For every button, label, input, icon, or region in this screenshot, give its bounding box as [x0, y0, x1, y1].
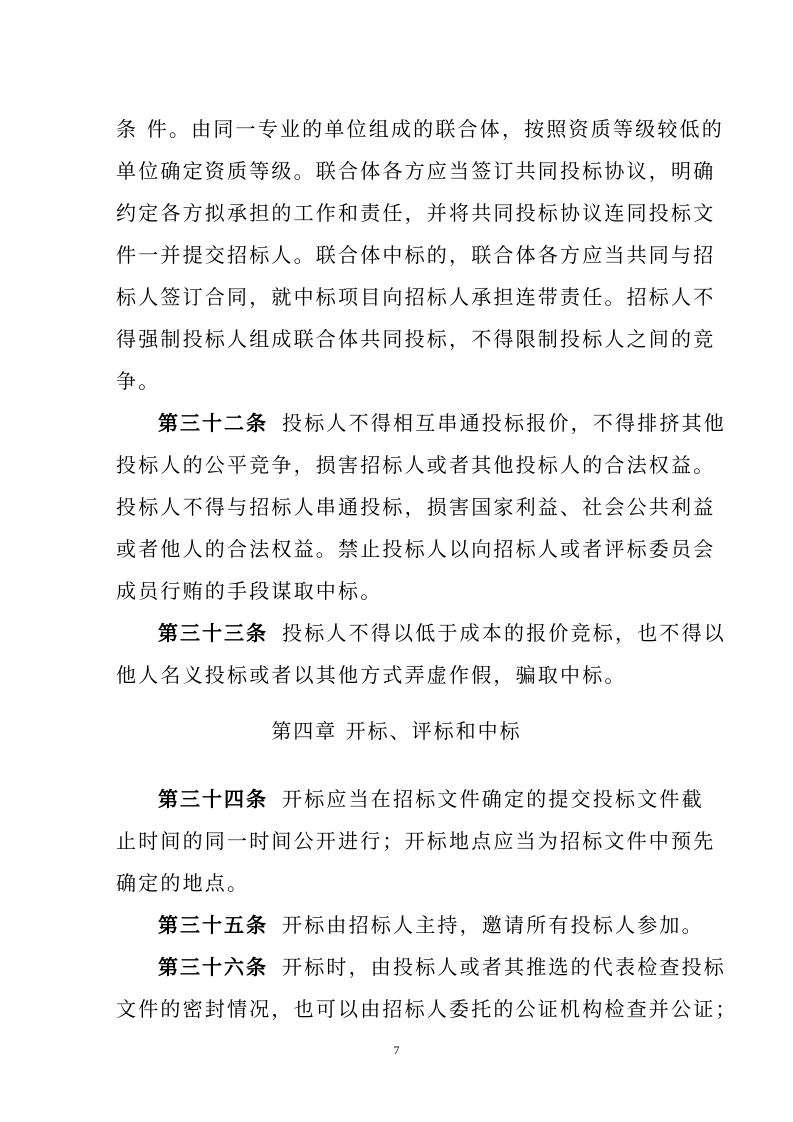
article-33-label: 第三十三条 — [158, 621, 268, 645]
body-line: 条 件。由同一专业的单位组成的联合体，按照资质等级较低的 — [116, 117, 724, 141]
article-32-text: 投标人不得相互串通投标报价，不得排挤其他 — [282, 411, 726, 435]
body-line: 争。 — [116, 369, 161, 393]
chapter-heading: 第四章 开标、评标和中标 — [271, 719, 522, 743]
body-line: 投标人不得与招标人串通投标，损害国家利益、社会公共利益 — [116, 495, 716, 519]
body-line: 止时间的同一时间公开进行；开标地点应当为招标文件中预先 — [116, 829, 716, 853]
article-34-first-line — [158, 787, 704, 811]
article-36-label: 第三十六条 — [158, 955, 268, 979]
body-line: 标人签订合同，就中标项目向招标人承担连带责任。招标人不 — [116, 285, 716, 309]
article-32-label: 第三十二条 — [158, 411, 268, 435]
body-line: 投标人的公平竞争，损害招标人或者其他投标人的合法权益。 — [116, 453, 716, 477]
body-line: 得强制投标人组成联合体共同投标，不得限制投标人之间的竞 — [116, 327, 716, 351]
article-34-text: 开标应当在招标文件确定的提交投标文件截 — [282, 787, 704, 811]
page-number: 7 — [393, 1043, 400, 1057]
article-32-first-line — [158, 411, 726, 435]
article-35-label: 第三十五条 — [158, 913, 268, 937]
body-line: 件一并提交招标人。联合体中标的，联合体各方应当共同与招 — [116, 243, 716, 267]
article-33-first-line — [158, 621, 726, 645]
article-36-text: 开标时，由投标人或者其推选的代表检查投标 — [282, 955, 726, 979]
body-line: 单位确定资质等级。联合体各方应当签订共同投标协议，明确 — [116, 159, 716, 183]
article-35-first-line — [158, 913, 704, 937]
article-33-text: 投标人不得以低于成本的报价竞标，也不得以 — [282, 621, 726, 645]
body-line: 文件的密封情况，也可以由招标人委托的公证机构检查并公证； — [116, 997, 738, 1021]
body-line: 成员行贿的手段谋取中标。 — [116, 579, 383, 603]
article-34-label: 第三十四条 — [158, 787, 268, 811]
article-35-text: 开标由招标人主持，邀请所有投标人参加。 — [282, 913, 704, 937]
body-line: 他人名义投标或者以其他方式弄虚作假，骗取中标。 — [116, 663, 627, 687]
body-line: 约定各方拟承担的工作和责任，并将共同投标协议连同投标文 — [116, 201, 716, 225]
body-line: 或者他人的合法权益。禁止投标人以向招标人或者评标委员会 — [116, 537, 716, 561]
article-36-first-line — [158, 955, 726, 979]
body-line: 确定的地点。 — [116, 871, 250, 895]
